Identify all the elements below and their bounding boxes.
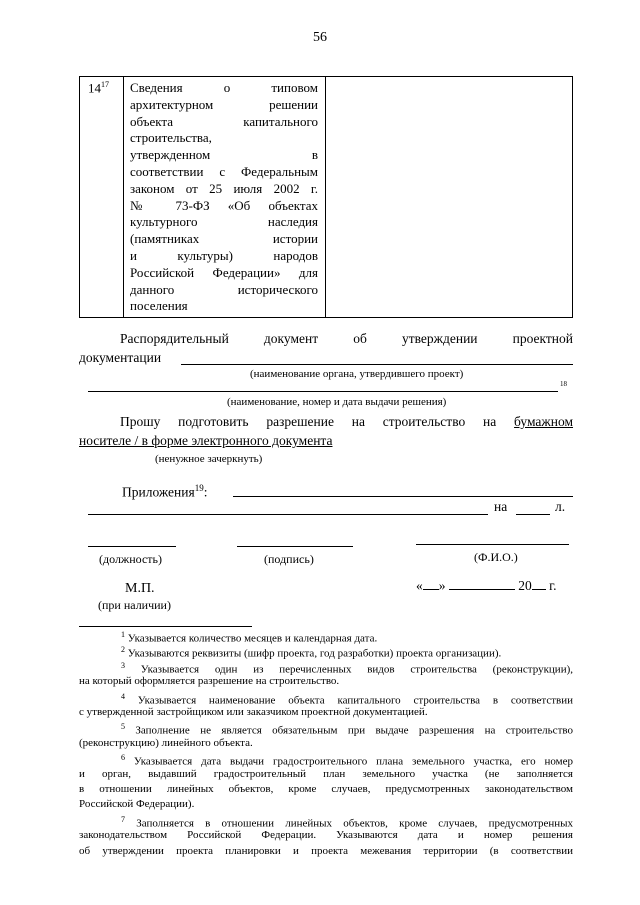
description-line: Сведения о типовом [130, 80, 318, 95]
footnote-line: $^6$ Указывается дата выдачи градостроительного плана земельного участка, его номер [121, 753, 573, 768]
order-doc-line1: Распорядительный документ об утверждении проектной [120, 331, 573, 346]
signature-caption: (подпись) [264, 552, 314, 566]
authority-field[interactable] [181, 364, 573, 365]
pages-count-field[interactable] [516, 514, 550, 515]
footnote-number: 2 [121, 645, 125, 655]
position-caption: (должность) [99, 552, 162, 566]
fio-caption: (Ф.И.О.) [474, 550, 518, 564]
footnote-line: в отношении линейных объектов, кроме случаев, предусмотренных законодательством [79, 783, 573, 795]
attachments-field[interactable] [233, 496, 573, 497]
description-line: поселения [130, 298, 188, 314]
description-line: объекта капитального [130, 113, 318, 129]
page-number: 56 [313, 30, 327, 45]
request-caption: (ненужное зачеркнуть) [155, 453, 263, 465]
footnote-ref-18: 18 [560, 380, 567, 388]
footnote-line: законодательством Российской Федерации. Указываются дата и номер решения [79, 829, 573, 842]
signature-field[interactable] [237, 546, 353, 547]
pages-na: на [494, 499, 508, 514]
decision-caption: (наименование, номер и дата выдачи решения) [227, 396, 447, 408]
footnote-number: 5 [121, 722, 125, 732]
description-line: и культуры) народов [130, 248, 318, 263]
footnote-number: 7 [121, 814, 125, 824]
description-line: соответствии с Федеральным [130, 164, 318, 179]
footnote-line: (реконструкцию) линейного объекта. [79, 736, 253, 749]
row-value-cell[interactable] [325, 77, 572, 317]
row-number: $14^{17}$ [88, 80, 109, 96]
pages-l: л. [555, 499, 566, 514]
description-line: законом от 25 июля 2002 г. [130, 180, 318, 196]
position-field[interactable] [88, 546, 176, 547]
seal-caption: (при наличии) [98, 598, 171, 612]
decision-field[interactable] [88, 391, 558, 392]
footnote-number: 6 [121, 753, 125, 763]
table-divider-1 [123, 77, 124, 317]
request-line2: носителе / в форме электронного документа [79, 433, 333, 448]
description-line: культурного наследия [130, 214, 318, 230]
footnote-line: $^3$ Указывается один из перечисленных видов строительства (реконструкции), [121, 660, 573, 676]
footnote-line: и орган, выдавший градостроительный план земельного участка (не заполняется [79, 767, 573, 780]
footnote-line: $^7$ Заполняется в отношении линейных объектов, кроме случаев, предусмотренных [121, 814, 573, 830]
footnote-line: на который оформляется разрешение на строительство. [79, 675, 340, 688]
fio-field[interactable] [416, 544, 569, 545]
footnote-line: $^4$ Указывается наименование объекта капитального строительства в соответствии [121, 691, 573, 707]
footnote-line: об утверждении проекта планировки и проекта межевания территории (в соответствии [79, 844, 573, 857]
footnote-line: с утвержденной застройщиком или заказчиком проектной документацией. [79, 706, 428, 718]
footnote-separator [79, 626, 252, 627]
seal-label: М.П. [125, 581, 155, 596]
date-line: « » 20 г. [416, 578, 557, 593]
attachments-label: Приложения$^{19}$: [122, 483, 208, 500]
description-line: данного исторического [130, 281, 318, 297]
order-doc-line2: документации [79, 350, 162, 365]
footnote-line: Российской Федерации). [79, 798, 195, 811]
description-line: строительства, [130, 130, 212, 146]
authority-caption: (наименование органа, утвердившего проект) [250, 368, 464, 380]
description-line: № 73-ФЗ «Об объектах [130, 197, 318, 213]
request-line1: Прошу подготовить разрешение на строительство на бумажном [120, 414, 574, 429]
footnote-line: $^2$ Указываются реквизиты (шифр проекта, год разработки) проекта организации). [121, 645, 502, 661]
footnote-number: 1 [121, 630, 125, 639]
description-line: утвержденном в [130, 147, 318, 163]
footnote-number: 4 [121, 691, 125, 701]
description-line: архитектурном решении [130, 96, 318, 112]
attachments-field-2[interactable] [88, 514, 488, 515]
footnote-line: $^1$ Указывается количество месяцев и календарная дата. [121, 630, 378, 645]
footnote-number: 3 [121, 660, 125, 670]
footnote-line: $^5$ Заполнение не является обязательным при выдаче разрешения на строительство [121, 722, 573, 738]
description-line: (памятниках истории [130, 231, 318, 247]
description-line: Российской Федерации» для [130, 264, 318, 280]
